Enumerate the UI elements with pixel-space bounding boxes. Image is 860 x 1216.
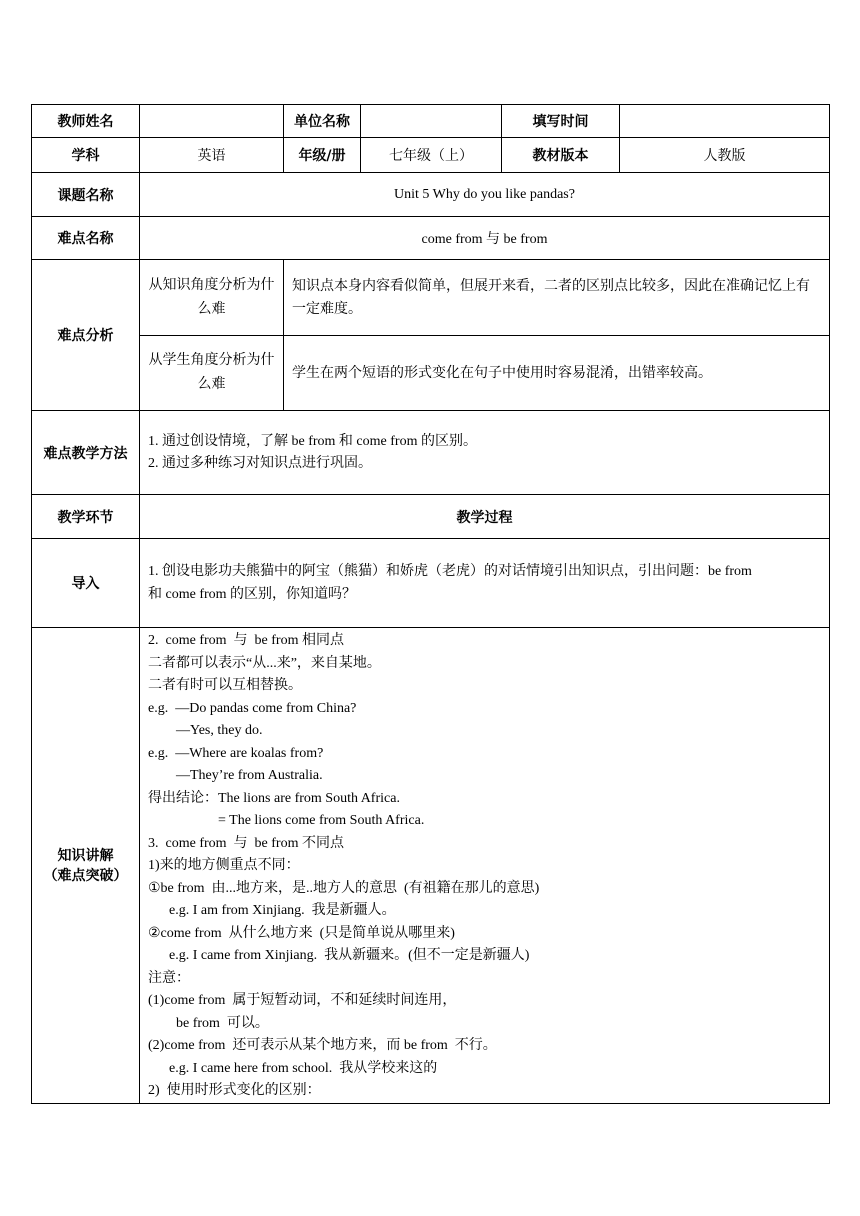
topic-row — [32, 173, 830, 217]
knowledge-label — [32, 628, 140, 1104]
knowledge-line: be from 可以。 — [148, 1015, 269, 1031]
knowledge-line: 二者有时可以互相替换。 — [148, 678, 302, 693]
difficulty-row — [32, 217, 830, 260]
knowledge-label-line2: （难点突破） — [43, 868, 128, 885]
fill-time-label: 填写时间 — [502, 105, 620, 138]
teacher-name-value — [140, 105, 284, 138]
knowledge-angle-text: 知识点本身内容看似简单，但展开来看，二者的区别点比较多，因此在准确记忆上有一定难度。 — [284, 260, 830, 336]
method-content — [140, 411, 830, 495]
knowledge-line: ②come from 从什么地方来 (只是简单说从哪里来) — [148, 925, 455, 941]
method-item: 1. 通过创设情境，了解 be from 和 come from 的区别。 — [148, 433, 477, 449]
topic-label: 课题名称 — [32, 173, 140, 217]
grade-label: 年级/册 — [284, 138, 361, 173]
teaching-process-heading: 教学过程 — [140, 495, 830, 539]
knowledge-line: 注意： — [148, 970, 190, 986]
analysis-label: 难点分析 — [32, 260, 140, 411]
knowledge-line: 3. come from 与 be from 不同点 — [148, 835, 344, 851]
knowledge-line: e.g. I am from Xinjiang. 我是新疆人。 — [148, 903, 396, 918]
intro-line: 1. 创设电影功夫熊猫中的阿宝（熊猫）和娇虎（老虎）的对话情境引出知识点，引出问题：be from — [148, 564, 752, 579]
knowledge-line: 二者都可以表示“从...来”，来自某地。 — [148, 655, 381, 671]
knowledge-line: e.g. —Do pandas come from China? — [148, 700, 357, 716]
subject-value: 英语 — [140, 138, 284, 173]
intro-row — [32, 539, 830, 628]
difficulty-value: come from 与 be from — [140, 217, 830, 260]
knowledge-angle-label: 从知识角度分析为什么难 — [140, 260, 284, 336]
knowledge-line: e.g. —Where are koalas from? — [148, 745, 324, 761]
knowledge-line: 2) 使用时形式变化的区别： — [148, 1083, 321, 1098]
subject-label: 学科 — [32, 138, 140, 173]
method-label: 难点教学方法 — [32, 411, 140, 495]
knowledge-row — [32, 628, 830, 1104]
knowledge-line: 1)来的地方侧重点不同： — [148, 858, 300, 873]
fill-time-value — [620, 105, 830, 138]
knowledge-line: 得出结论：The lions are from South Africa. — [148, 790, 400, 806]
lesson-plan-table — [31, 104, 830, 1104]
knowledge-line: = The lions come from South Africa. — [148, 813, 425, 828]
unit-name-label: 单位名称 — [284, 105, 361, 138]
knowledge-content — [140, 628, 830, 1104]
topic-value: Unit 5 Why do you like pandas? — [140, 173, 830, 217]
knowledge-line: e.g. I came from Xinjiang. 我从新疆来。(但不一定是新疆人) — [148, 948, 530, 963]
process-header-row — [32, 495, 830, 539]
knowledge-line: (1)come from 属于短暂动词，不和延续时间连用， — [148, 993, 457, 1008]
edition-label: 教材版本 — [502, 138, 620, 173]
edition-value: 人教版 — [620, 138, 830, 173]
knowledge-line: —They’re from Australia. — [148, 768, 323, 783]
knowledge-label-line1: 知识讲解 — [57, 848, 114, 865]
analysis-row-knowledge — [32, 260, 830, 336]
teacher-name-label: 教师姓名 — [32, 105, 140, 138]
analysis-row-student — [32, 336, 830, 411]
method-item: 2. 通过多种练习对知识点进行巩固。 — [148, 455, 372, 471]
student-angle-label: 从学生角度分析为什么难 — [140, 336, 284, 411]
unit-name-value — [361, 105, 502, 138]
teaching-stage-label: 教学环节 — [32, 495, 140, 539]
subject-row — [32, 138, 830, 173]
knowledge-line: (2)come from 还可表示从某个地方来，而 be from 不行。 — [148, 1038, 497, 1053]
method-row — [32, 411, 830, 495]
grade-value: 七年级（上） — [361, 138, 502, 173]
knowledge-line: e.g. I came here from school. 我从学校来这的 — [148, 1060, 438, 1076]
header-row — [32, 105, 830, 138]
knowledge-line: ①be from 由...地方来，是..地方人的意思 (有祖籍在那儿的意思) — [148, 880, 540, 896]
difficulty-label: 难点名称 — [32, 217, 140, 260]
knowledge-line: —Yes, they do. — [148, 723, 263, 738]
knowledge-line: 2. come from 与 be from 相同点 — [148, 633, 344, 648]
intro-content — [140, 539, 830, 628]
intro-line: 和 come from 的区别，你知道吗？ — [148, 587, 357, 602]
student-angle-text: 学生在两个短语的形式变化在句子中使用时容易混淆，出错率较高。 — [284, 336, 830, 411]
intro-label: 导入 — [32, 539, 140, 628]
